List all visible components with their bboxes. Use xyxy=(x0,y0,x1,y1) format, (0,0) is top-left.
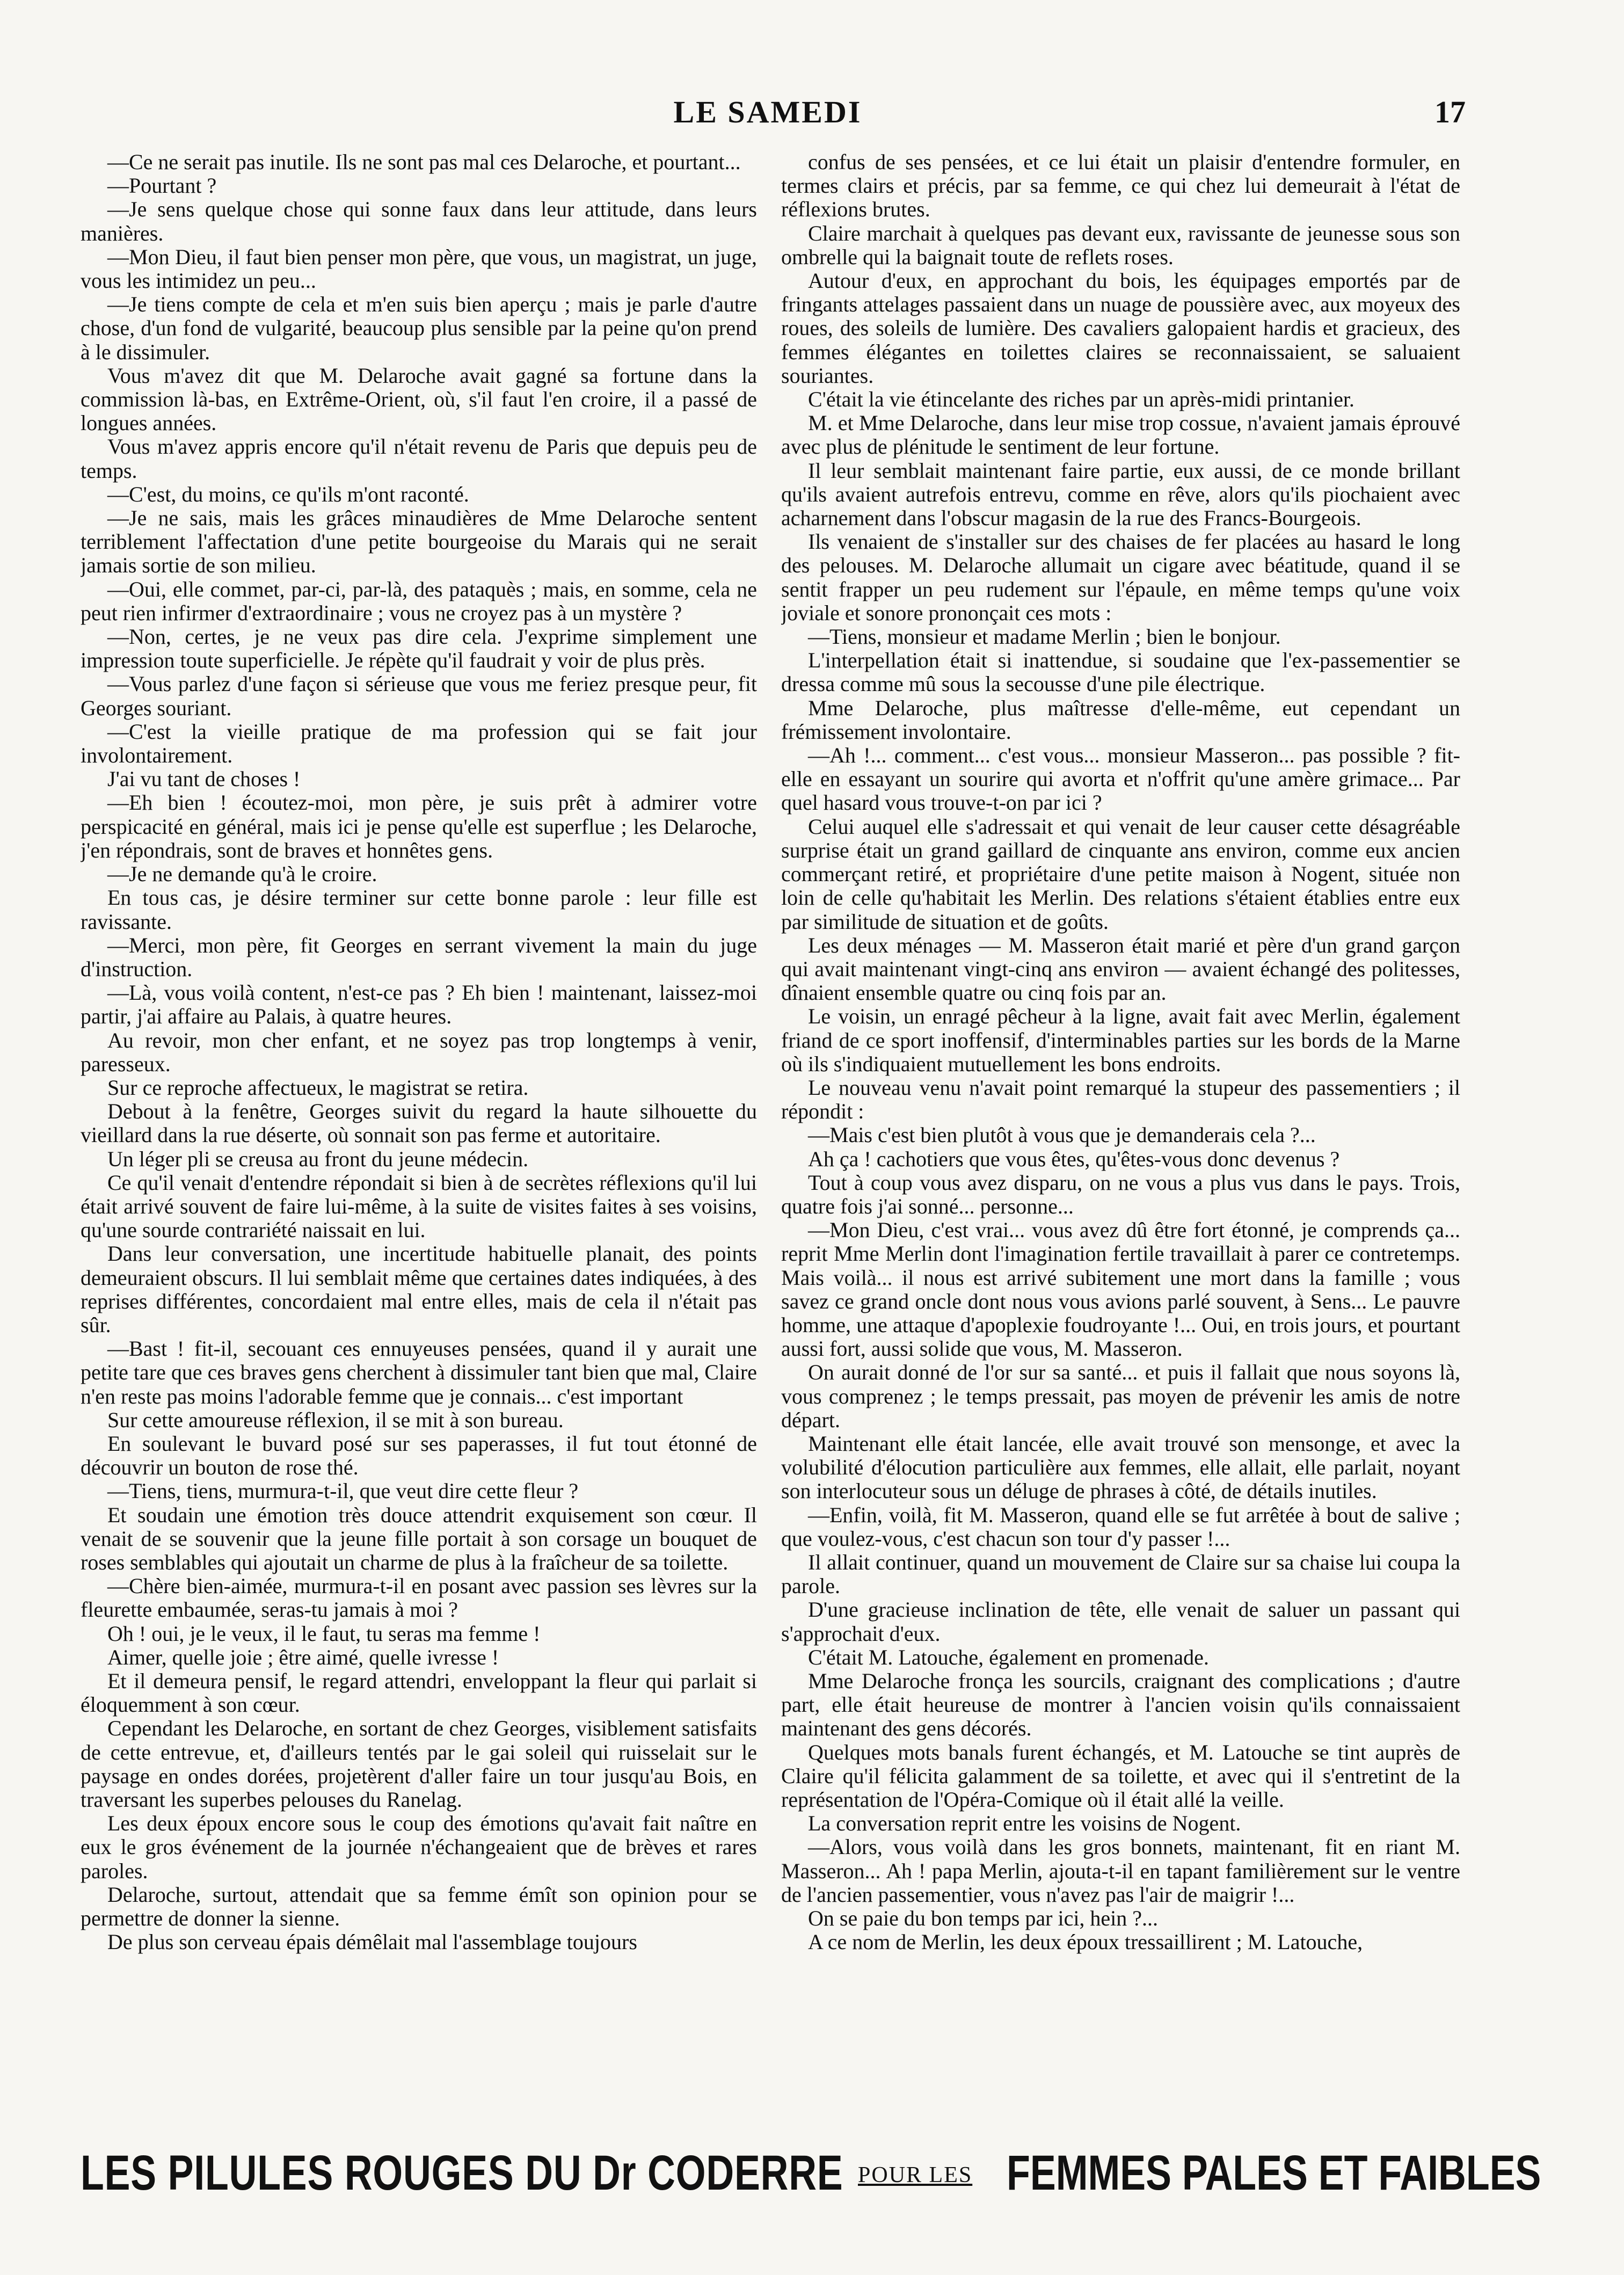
paragraph: Et il demeura pensif, le regard attendri, enveloppant la fleur qui parlait si éloquemment à son cœur. xyxy=(81,1669,757,1717)
paragraph: Ce qu'il venait d'entendre répondait si bien à de secrètes réflexions qu'il lui était arrivé souvent de faire lui-même, à la suite de visites faites à ses voisins, qu'une sourde contrariété naissait en lui. xyxy=(81,1170,757,1242)
paragraph: J'ai vu tant de choses ! xyxy=(107,767,301,791)
page-number: 17 xyxy=(1434,95,1466,129)
paragraph: —Chère bien-aimée, murmura-t-il en posant avec passion ses lèvres sur la fleurette embaumée, seras-tu jamais à moi ? xyxy=(81,1574,757,1622)
paragraph: Vous m'avez appris encore qu'il n'était revenu de Paris que depuis peu de temps. xyxy=(81,434,757,483)
paragraph: —Enfin, voilà, fit M. Masseron, quand elle se fut arrêtée à bout de salive ; que voulez-vous, c'est chacun son tour d'y passer !... xyxy=(781,1502,1460,1551)
paragraph: —Ah !... comment... c'est vous... monsieur Masseron... pas possible ? fit-elle en essayant un sourire qui avorta et n'offrit qu'une amère grimace... Par quel hasard vous trouve-t-on par ici ? xyxy=(781,743,1460,815)
paragraph: Oh ! oui, je le veux, il le faut, tu seras ma femme ! xyxy=(107,1621,541,1646)
paragraph: Delaroche, surtout, attendait que sa femme émît son opinion pour se permettre de donner la sienne. xyxy=(81,1882,757,1931)
ad-text-right: FEMMES PALES ET FAIBLES xyxy=(1007,2146,1541,2200)
paragraph: —Je ne demande qu'à le croire. xyxy=(107,862,377,886)
paragraph: —Je ne sais, mais les grâces minaudières de Mme Delaroche sentent terriblement l'affectation d'une petite bourgeoise du Marais qui ne serait jamais sortie de son milieu. xyxy=(81,506,757,578)
paragraph: Quelques mots banals furent échangés, et M. Latouche se tint auprès de Claire qu'il félicita galamment de sa toilette, et avec qui il s'entretint de la représentation de l'Opéra-Comique où il était allé la veille. xyxy=(781,1740,1460,1812)
page-header xyxy=(81,94,1466,137)
ad-text-left: LES PILULES ROUGES DU Dr CODERRE xyxy=(81,2146,843,2200)
paragraph: Debout à la fenêtre, Georges suivit du regard la haute silhouette du vieillard dans la rue déserte, où sonnait son pas ferme et autoritaire. xyxy=(81,1099,757,1147)
running-title: LE SAMEDI xyxy=(673,95,862,129)
paragraph: La conversation reprit entre les voisins de Nogent. xyxy=(808,1811,1241,1836)
paragraph: confus de ses pensées, et ce lui était un plaisir d'entendre formuler, en termes clairs et précis, par sa femme, ce qui chez lui demeurait à l'état de réflexions brutes. xyxy=(781,150,1460,222)
paragraph: Tout à coup vous avez disparu, on ne vous a plus vus dans le pays. Trois, quatre fois j'ai sonné... personne... xyxy=(781,1170,1460,1218)
right-column xyxy=(781,150,1460,2121)
paragraph: D'une gracieuse inclination de tête, elle venait de saluer un passant qui s'approchait d'eux. xyxy=(781,1597,1460,1646)
paragraph: Dans leur conversation, une incertitude habituelle planait, des points demeuraient obscurs. Il lui semblait même que certaines dates indiquées, à des reprises différentes, concordaient mal entre elles, mais de cela il n'était pas sûr. xyxy=(81,1241,757,1337)
paragraph: Claire marchait à quelques pas devant eux, ravissante de jeunesse sous son ombrelle qui la baignait toute de reflets roses. xyxy=(781,221,1460,269)
paragraph: —Mais c'est bien plutôt à vous que je demanderais cela ?... xyxy=(808,1123,1316,1147)
paragraph: Et soudain une émotion très douce attendrit exquisement son cœur. Il venait de se souvenir que la jeune fille portait à son corsage un bouquet de roses semblables qui ajoutait un charme de plus à la fraîcheur de sa toilette. xyxy=(81,1502,757,1574)
paragraph: Ils venaient de s'installer sur des chaises de fer placées au hasard le long des pelouses. M. Delaroche allumait un cigare avec béatitude, quand il se sentit frapper un peu rudement sur l'épaule, en même temps qu'une voix joviale et sonore prononçait ces mots : xyxy=(781,529,1460,625)
paragraph: —Mon Dieu, c'est vrai... vous avez dû être fort étonné, je comprends ça... reprit Mme Merlin dont l'imagination fertile travaillait à parer ce contretemps. Mais voilà... il nous est arrivé subitement une mort dans la famille ; vous savez ce grand oncle dont nous vous avions parlé souvent, à Sens... Le pauvre homme, une attaque d'apoplexie foudroyante !... Oui, en trois jours, et pourtant aussi fort, aussi solide que vous, M. Masseron. xyxy=(781,1218,1460,1361)
paragraph: M. et Mme Delaroche, dans leur mise trop cossue, n'avaient jamais éprouvé avec plus de plénitude le sentiment de leur fortune. xyxy=(781,411,1460,459)
paragraph: Sur ce reproche affectueux, le magistrat se retira. xyxy=(107,1075,529,1100)
paragraph: Sur cette amoureuse réflexion, il se mit à son bureau. xyxy=(107,1407,564,1432)
paragraph: —Tiens, monsieur et madame Merlin ; bien le bonjour. xyxy=(808,624,1281,649)
paragraph: Vous m'avez dit que M. Delaroche avait gagné sa fortune dans la commission là-bas, en Extrême-Orient, où, s'il faut l'en croire, il a passé de longues années. xyxy=(81,363,757,435)
paragraph: —Mon Dieu, il faut bien penser mon père, que vous, un magistrat, un juge, vous les intimidez un peu... xyxy=(81,244,757,293)
paragraph: Les deux époux encore sous le coup des émotions qu'avait fait naître en eux le gros événement de la journée n'échangeaient que de brèves et rares paroles. xyxy=(81,1811,757,1883)
paragraph: Autour d'eux, en approchant du bois, les équipages emportés par de fringants attelages passaient dans un nuage de poussière avec, aux moyeux des roues, des soleils de lumière. Des cavaliers galopaient hardis et gracieux, des femmes élégantes en toilettes claires se reconnaissaient, se saluaient souriantes. xyxy=(781,268,1460,388)
paragraph: Cependant les Delaroche, en sortant de chez Georges, visiblement satisfaits de cette entrevue, et, d'ailleurs tentés par le gai soleil qui ruisselait sur le paysage en ondes dorées, projetèrent d'aller faire un tour jusqu'au Bois, en traversant les superbes pelouses du Ranelag. xyxy=(81,1716,757,1812)
paragraph: De plus son cerveau épais démêlait mal l'assemblage toujours xyxy=(107,1930,637,1954)
paragraph: C'était la vie étincelante des riches par un après-midi printanier. xyxy=(808,387,1354,412)
paragraph: Mme Delaroche fronça les sourcils, craignant des complications ; d'autre part, elle était heureuse de montrer à l'ancien voisin qu'ils connaissaient maintenant des gens décorés. xyxy=(781,1669,1460,1741)
left-column xyxy=(81,150,757,2121)
paragraph: On aurait donné de l'or sur sa santé... et puis il fallait que nous soyons là, vous comprenez ; le temps pressait, pas moyen de prévenir les amis de notre départ. xyxy=(781,1360,1460,1432)
paragraph: —Je sens quelque chose qui sonne faux dans leur attitude, dans leurs manières. xyxy=(81,197,757,245)
paragraph: —Ce ne serait pas inutile. Ils ne sont pas mal ces Delaroche, et pourtant... xyxy=(107,150,741,174)
paragraph: —Oui, elle commet, par-ci, par-là, des pataquès ; mais, en somme, cela ne peut rien infirmer d'extraordinaire ; vous ne croyez pas à un mystère ? xyxy=(81,577,757,625)
paragraph: Il allait continuer, quand un mouvement de Claire sur sa chaise lui coupa la parole. xyxy=(781,1550,1460,1598)
paragraph: L'interpellation était si inattendue, si soudaine que l'ex-passementier se dressa comme mû sous la secousse d'une pile électrique. xyxy=(781,648,1460,696)
paragraph: —Je tiens compte de cela et m'en suis bien aperçu ; mais je parle d'autre chose, d'un fond de vulgarité, beaucoup plus sensible par la peine qu'on prend à le dissimuler. xyxy=(81,292,757,364)
paragraph: —Alors, vous voilà dans les gros bonnets, maintenant, fit en riant M. Masseron... Ah ! papa Merlin, ajouta-t-il en tapant familièrement sur le ventre de l'ancien passementier, vous n'avez pas l'air de maigrir !... xyxy=(781,1835,1460,1907)
paragraph: Celui auquel elle s'adressait et qui venait de leur causer cette désagréable surprise était un grand gaillard de cinquante ans environ, comme eux ancien commerçant retiré, et propriétaire d'une petite maison à Nogent, située non loin de celle qu'habitait les Merlin. Des relations s'étaient établies entre eux par similitude de situation et de goûts. xyxy=(781,814,1460,934)
paragraph: Au revoir, mon cher enfant, et ne soyez pas trop longtemps à venir, paresseux. xyxy=(81,1028,757,1076)
paragraph: Le voisin, un enragé pêcheur à la ligne, avait fait avec Merlin, également friand de ce sport inoffensif, d'interminables parties sur les bords de la Marne où ils s'indiquaient mutuellement les bons endroits. xyxy=(781,1004,1460,1076)
paragraph: Mme Delaroche, plus maîtresse d'elle-même, eut cependant un frémissement involontaire. xyxy=(781,695,1460,744)
paragraph: —Vous parlez d'une façon si sérieuse que vous me feriez presque peur, fit Georges souriant. xyxy=(81,672,757,720)
paragraph: —Bast ! fit-il, secouant ces ennuyeuses pensées, quand il y aurait une petite tare que ces braves gens cherchent à dissimuler tant bien que mal, Claire n'en reste pas moins l'adorable femme que je connais... c'est important xyxy=(81,1336,757,1408)
paragraph: —C'est, du moins, ce qu'ils m'ont raconté. xyxy=(107,482,469,506)
paragraph: —C'est la vieille pratique de ma profession qui se fait jour involontairement. xyxy=(81,719,757,768)
paragraph: —Eh bien ! écoutez-moi, mon père, je suis prêt à admirer votre perspicacité en général, mais ici je pense qu'elle est superflue ; les Delaroche, j'en répondrais, sont de braves et honnêtes gens. xyxy=(81,790,757,862)
paragraph: —Non, certes, je ne veux pas dire cela. J'exprime simplement une impression toute superficielle. Je répète qu'il faudrait y voir de plus près. xyxy=(81,624,757,673)
paragraph: En soulevant le buvard posé sur ses paperasses, il fut tout étonné de découvrir un bouton de rose thé. xyxy=(81,1431,757,1480)
paragraph: Maintenant elle était lancée, elle avait trouvé son mensonge, et avec la volubilité d'élocution particulière aux femmes, elle allait, elle parlait, noyant son interlocuteur sous un déluge de phrases à côté, de détails inutiles. xyxy=(781,1431,1460,1503)
paragraph: On se paie du bon temps par ici, hein ?... xyxy=(808,1906,1159,1931)
advertisement-banner xyxy=(81,2145,1541,2204)
paragraph: Le nouveau venu n'avait point remarqué la stupeur des passementiers ; il répondit : xyxy=(781,1075,1460,1124)
ad-text-middle: POUR LES xyxy=(858,2163,973,2187)
paragraph: —Tiens, tiens, murmura-t-il, que veut dire cette fleur ? xyxy=(107,1479,579,1503)
paragraph: C'était M. Latouche, également en promenade. xyxy=(808,1645,1209,1669)
paragraph: Il leur semblait maintenant faire partie, eux aussi, de ce monde brillant qu'ils avaient autrefois entrevu, comme en rêve, alors qu'ils piochaient avec acharnement dans l'obscur magasin de la rue des Francs-Bourgeois. xyxy=(781,458,1460,530)
paragraph: Un léger pli se creusa au front du jeune médecin. xyxy=(107,1146,529,1171)
paragraph: Les deux ménages — M. Masseron était marié et père d'un grand garçon qui avait maintenant vingt-cinq ans environ — avaient échangé des politesses, dînaient ensemble quatre ou cinq fois par an. xyxy=(781,933,1460,1005)
paragraph: En tous cas, je désire terminer sur cette bonne parole : leur fille est ravissante. xyxy=(81,885,757,934)
paragraph: A ce nom de Merlin, les deux époux tressaillirent ; M. Latouche, xyxy=(808,1930,1363,1954)
paragraph: Ah ça ! cachotiers que vous êtes, qu'êtes-vous donc devenus ? xyxy=(808,1146,1340,1171)
paragraph: —Merci, mon père, fit Georges en serrant vivement la main du juge d'instruction. xyxy=(81,933,757,981)
paragraph: Aimer, quelle joie ; être aimé, quelle ivresse ! xyxy=(107,1645,499,1669)
paragraph: —Là, vous voilà content, n'est-ce pas ? Eh bien ! maintenant, laissez-moi partir, j'ai affaire au Palais, à quatre heures. xyxy=(81,980,757,1029)
paragraph: —Pourtant ? xyxy=(107,173,217,198)
